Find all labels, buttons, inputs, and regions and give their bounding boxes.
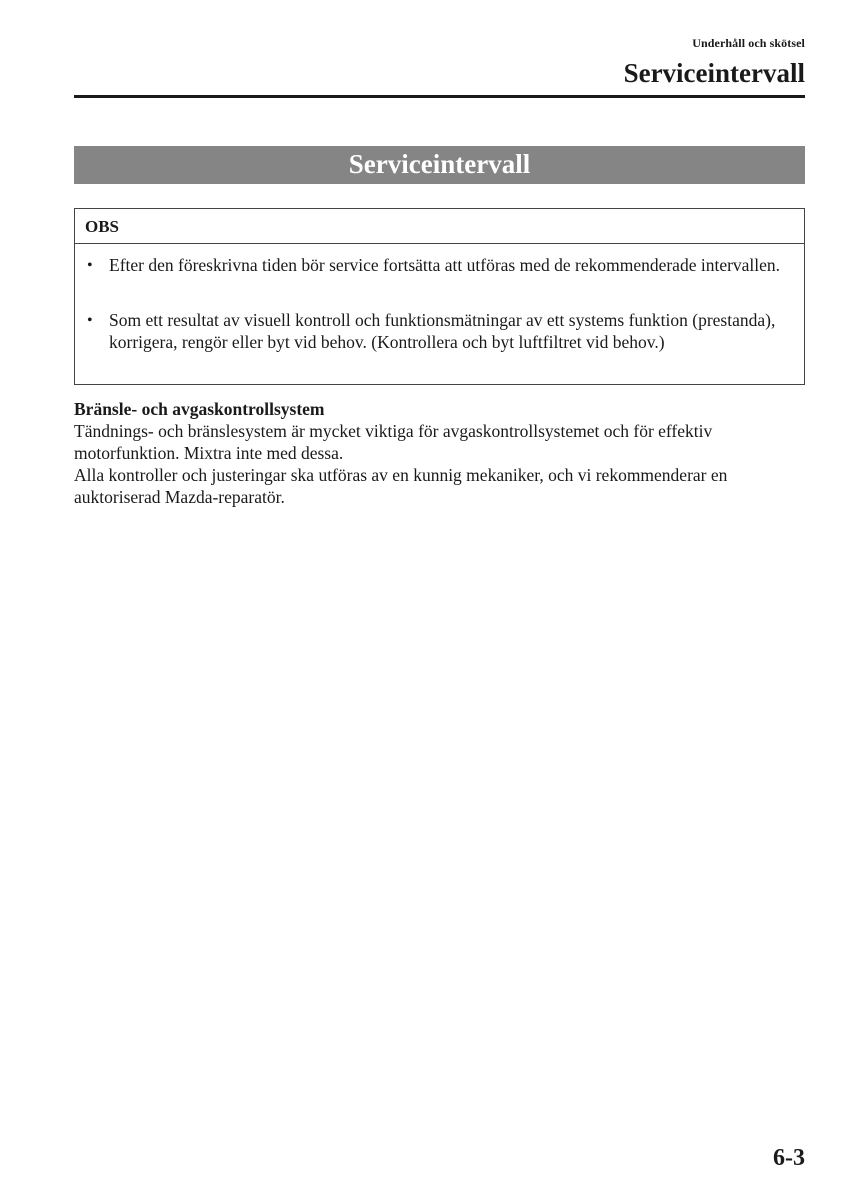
body-paragraph: Alla kontroller och justeringar ska utföras av en kunnig mekaniker, och vi rekommenderar en auktoriserad Mazda-reparatör. <box>74 465 728 507</box>
chapter-label: Underhåll och skötsel <box>692 36 805 50</box>
header-divider <box>74 95 805 98</box>
bullet-icon: • <box>87 312 93 329</box>
body-paragraph: Tändnings- och bränslesystem är mycket viktiga för avgaskontrollsystemet och för effektiv motorfunktion. Mixtra inte med dessa. <box>74 421 713 463</box>
note-item <box>87 310 790 353</box>
subsection-heading: Bränsle- och avgaskontrollsystem <box>74 399 325 419</box>
note-item-text: Som ett resultat av visuell kontroll och funktionsmätningar av ett systems funktion (prestanda), korrigera, rengör eller byt vid behov. (Kontrollera och byt luftfiltret vid behov.) <box>109 310 776 352</box>
note-heading: OBS <box>75 209 804 244</box>
section-title-banner: Serviceintervall <box>74 146 805 184</box>
note-item-text: Efter den föreskrivna tiden bör service fortsätta att utföras med de rekommenderade intervallen. <box>109 255 781 275</box>
page-number: 6-3 <box>773 1145 805 1171</box>
note-item <box>87 255 790 277</box>
bullet-icon: • <box>87 257 93 274</box>
note-box <box>74 208 805 385</box>
page-header-title: Serviceintervall <box>623 58 805 88</box>
